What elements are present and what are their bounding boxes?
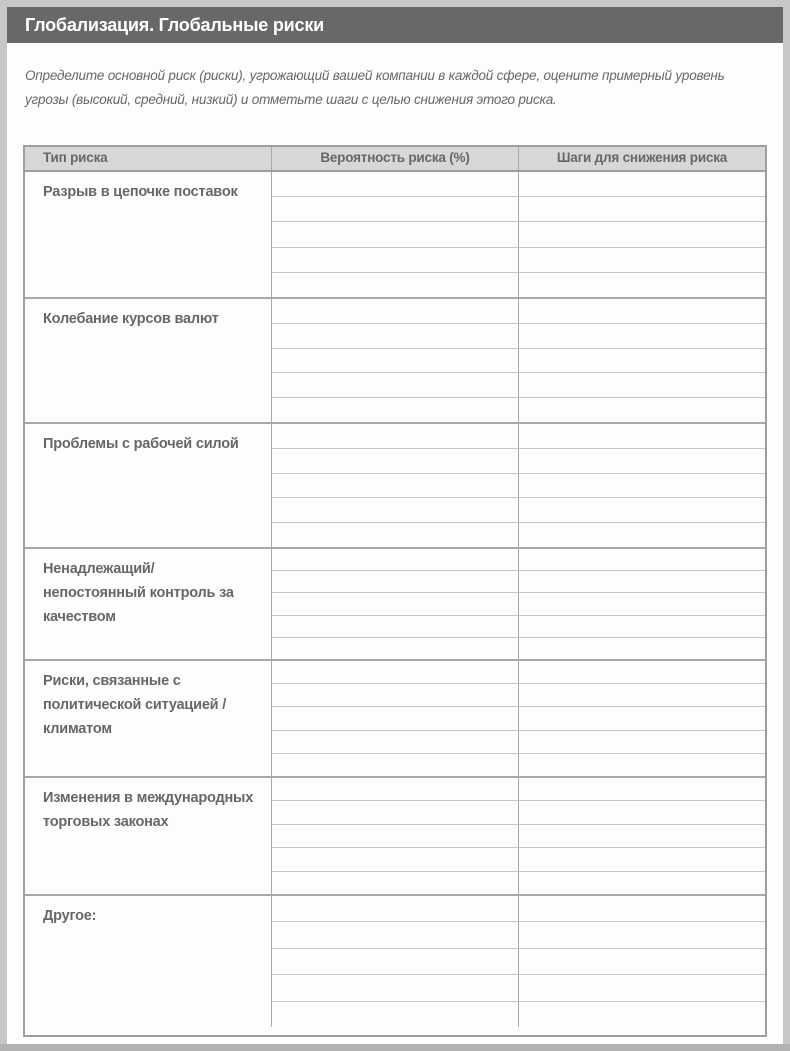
steps-blank-cell: [519, 707, 765, 729]
blank-line-row: [272, 424, 765, 449]
blank-line-row: [272, 949, 765, 975]
blank-line-row: [272, 754, 765, 776]
blank-line-row: [272, 248, 765, 273]
risk-type-label: Колебание курсов валют: [43, 311, 219, 327]
risk-type-label: Ненадлежащий/непостоянный контроль за качеством: [43, 561, 234, 625]
steps-blank-cell: [519, 549, 765, 570]
probability-blank-cell: [272, 424, 519, 448]
intro-text-line-1: Определите основной риск (риски), угрожающий вашей компании в каждой сфере, оцените примерный уровень: [25, 68, 725, 83]
probability-blank-cell: [272, 593, 519, 614]
steps-blank-cell: [519, 661, 765, 683]
risk-type-cell: [25, 172, 272, 297]
probability-blank-cell: [272, 248, 519, 272]
probability-blank-cell: [272, 373, 519, 397]
probability-blank-cell: [272, 661, 519, 683]
steps-blank-cell: [519, 449, 765, 473]
steps-blank-cell: [519, 299, 765, 323]
blank-line-row: [272, 523, 765, 547]
probability-blank-cell: [272, 922, 519, 947]
probability-blank-cell: [272, 778, 519, 800]
blank-line-row: [272, 549, 765, 571]
probability-blank-cell: [272, 398, 519, 422]
risk-section: [25, 297, 765, 422]
column-header-risk-type: Тип риска: [25, 147, 272, 170]
intro-text: [25, 64, 760, 112]
blank-line-row: [272, 273, 765, 297]
risk-type-label: Изменения в международных торговых законах: [43, 790, 254, 830]
blank-line-row: [272, 398, 765, 422]
risk-type-label: Риски, связанные с политической ситуацией / климатом: [43, 673, 227, 737]
probability-blank-cell: [272, 1002, 519, 1027]
risk-section: [25, 547, 765, 659]
probability-blank-cell: [272, 975, 519, 1000]
steps-blank-cell: [519, 778, 765, 800]
steps-blank-cell: [519, 684, 765, 706]
steps-blank-cell: [519, 398, 765, 422]
blank-line-row: [272, 324, 765, 349]
probability-blank-cell: [272, 523, 519, 547]
steps-blank-cell: [519, 593, 765, 614]
probability-blank-cell: [272, 299, 519, 323]
risk-type-label: Разрыв в цепочке поставок: [43, 184, 238, 200]
steps-blank-cell: [519, 349, 765, 373]
risk-section: [25, 894, 765, 1027]
table-body: [25, 172, 765, 1035]
page-bottom-edge: [0, 1044, 790, 1051]
probability-blank-cell: [272, 707, 519, 729]
steps-blank-cell: [519, 523, 765, 547]
blank-line-row: [272, 661, 765, 684]
probability-blank-cell: [272, 754, 519, 776]
blank-lines-area: [272, 778, 765, 894]
risk-type-cell: [25, 896, 272, 1027]
risk-section: [25, 422, 765, 547]
blank-lines-area: [272, 896, 765, 1027]
blank-line-row: [272, 922, 765, 948]
probability-blank-cell: [272, 222, 519, 246]
blank-line-row: [272, 474, 765, 499]
blank-line-row: [272, 872, 765, 894]
steps-blank-cell: [519, 197, 765, 221]
steps-blank-cell: [519, 248, 765, 272]
probability-blank-cell: [272, 197, 519, 221]
blank-line-row: [272, 299, 765, 324]
blank-line-row: [272, 197, 765, 222]
probability-blank-cell: [272, 825, 519, 847]
blank-line-row: [272, 684, 765, 707]
probability-blank-cell: [272, 549, 519, 570]
blank-line-row: [272, 731, 765, 754]
steps-blank-cell: [519, 324, 765, 348]
intro-text-line-2: угрозы (высокий, средний, низкий) и отметьте шаги с целью снижения этого риска.: [25, 92, 557, 107]
risk-type-cell: [25, 778, 272, 894]
steps-blank-cell: [519, 922, 765, 947]
steps-blank-cell: [519, 273, 765, 297]
blank-line-row: [272, 707, 765, 730]
probability-blank-cell: [272, 801, 519, 823]
blank-lines-area: [272, 172, 765, 297]
blank-line-row: [272, 638, 765, 659]
steps-blank-cell: [519, 754, 765, 776]
blank-line-row: [272, 825, 765, 848]
blank-line-row: [272, 896, 765, 922]
blank-lines-area: [272, 661, 765, 776]
probability-blank-cell: [272, 638, 519, 659]
blank-line-row: [272, 222, 765, 247]
probability-blank-cell: [272, 349, 519, 373]
steps-blank-cell: [519, 616, 765, 637]
steps-blank-cell: [519, 731, 765, 753]
probability-blank-cell: [272, 848, 519, 870]
steps-blank-cell: [519, 848, 765, 870]
probability-blank-cell: [272, 449, 519, 473]
probability-blank-cell: [272, 896, 519, 921]
steps-blank-cell: [519, 474, 765, 498]
risk-section: [25, 659, 765, 776]
steps-blank-cell: [519, 424, 765, 448]
blank-line-row: [272, 498, 765, 523]
blank-line-row: [272, 801, 765, 824]
risk-table: [23, 145, 767, 1037]
blank-line-row: [272, 848, 765, 871]
column-header-risk-probability: Вероятность риска (%): [272, 147, 519, 170]
blank-lines-area: [272, 424, 765, 547]
probability-blank-cell: [272, 616, 519, 637]
probability-blank-cell: [272, 273, 519, 297]
blank-line-row: [272, 778, 765, 801]
steps-blank-cell: [519, 801, 765, 823]
risk-type-cell: [25, 661, 272, 776]
steps-blank-cell: [519, 222, 765, 246]
blank-line-row: [272, 449, 765, 474]
steps-blank-cell: [519, 896, 765, 921]
steps-blank-cell: [519, 373, 765, 397]
blank-line-row: [272, 616, 765, 638]
probability-blank-cell: [272, 731, 519, 753]
risk-type-cell: [25, 299, 272, 422]
probability-blank-cell: [272, 498, 519, 522]
risk-type-cell: [25, 549, 272, 659]
steps-blank-cell: [519, 638, 765, 659]
probability-blank-cell: [272, 172, 519, 196]
probability-blank-cell: [272, 324, 519, 348]
probability-blank-cell: [272, 571, 519, 592]
blank-line-row: [272, 571, 765, 593]
steps-blank-cell: [519, 571, 765, 592]
steps-blank-cell: [519, 498, 765, 522]
steps-blank-cell: [519, 949, 765, 974]
risk-section: [25, 172, 765, 297]
column-header-risk-reduction-steps: Шаги для снижения риска: [556, 150, 728, 165]
risk-type-cell: [25, 424, 272, 547]
probability-blank-cell: [272, 684, 519, 706]
page-title: Глобализация. Глобальные риски: [7, 7, 783, 43]
blank-line-row: [272, 593, 765, 615]
steps-blank-cell: [519, 825, 765, 847]
probability-blank-cell: [272, 872, 519, 894]
steps-blank-cell: [519, 172, 765, 196]
blank-line-row: [272, 172, 765, 197]
blank-lines-area: [272, 549, 765, 659]
worksheet-page: [7, 7, 783, 1044]
blank-line-row: [272, 1002, 765, 1027]
steps-blank-cell: [519, 1002, 765, 1027]
steps-blank-cell: [519, 975, 765, 1000]
steps-blank-cell: [519, 872, 765, 894]
blank-lines-area: [272, 299, 765, 422]
blank-line-row: [272, 349, 765, 374]
blank-line-row: [272, 975, 765, 1001]
table-header-row: [25, 147, 765, 172]
blank-line-row: [272, 373, 765, 398]
risk-section: [25, 776, 765, 894]
probability-blank-cell: [272, 949, 519, 974]
risk-type-label: Проблемы с рабочей силой: [43, 436, 239, 452]
probability-blank-cell: [272, 474, 519, 498]
risk-type-label: Другое:: [43, 908, 97, 924]
